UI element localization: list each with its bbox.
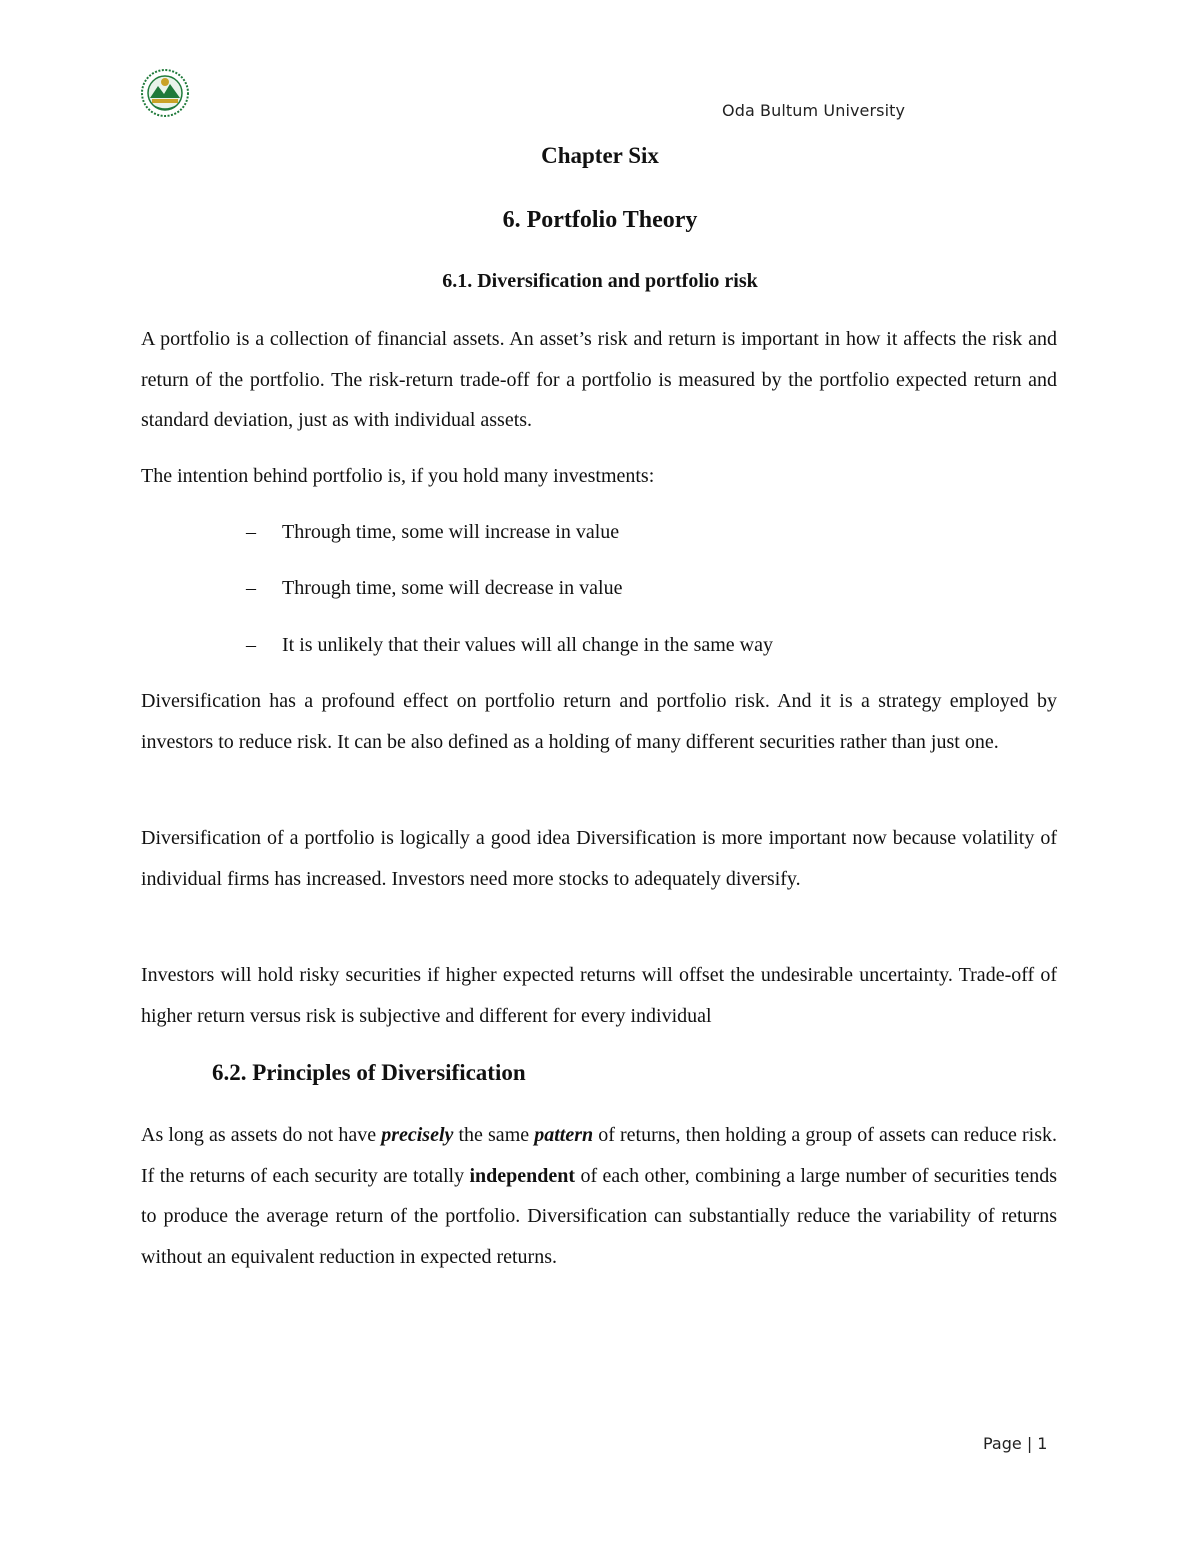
list-item xyxy=(246,521,619,544)
paragraph-risky-securities: Investors will hold risky securities if higher expected returns will offset the undesirable uncertainty. Trade-off of higher return versus risk is subjective and different for every individual xyxy=(141,964,1057,1027)
emphasis-precisely: precisely xyxy=(381,1124,454,1146)
list-item xyxy=(246,577,622,600)
university-name: Oda Bultum University xyxy=(722,101,906,120)
emphasis-independent: independent xyxy=(469,1164,576,1187)
paragraph-principles xyxy=(141,1115,1057,1277)
section-title: 6. Portfolio Theory xyxy=(502,207,698,233)
chapter-title: Chapter Six xyxy=(541,143,659,168)
subsection-title-principles: 6.2. Principles of Diversification xyxy=(212,1060,526,1085)
paragraph-diversification-effect: Diversification has a profound effect on portfolio return and portfolio risk. And it is a strategy employed by investors to reduce risk. It can be also defined as a holding of many different securities rather than just one. xyxy=(141,690,1057,753)
text-run: of returns, then holding a group of assets can reduce risk. If the returns of each security are totally xyxy=(141,1124,1057,1187)
dash-bullet-icon: – xyxy=(246,521,256,543)
list-item-text: Through time, some will increase in value xyxy=(282,521,620,543)
paragraph-diversification-importance: Diversification of a portfolio is logically a good idea Diversification is more important now because volatility of individual firms has increased. Investors need more stocks to adequately diversify. xyxy=(141,827,1057,890)
paragraph-intention: The intention behind portfolio is, if you hold many investments: xyxy=(141,465,655,487)
university-seal-logo xyxy=(140,68,190,118)
emphasis-pattern: pattern xyxy=(534,1124,594,1146)
dash-bullet-icon: – xyxy=(246,577,256,599)
paragraph-portfolio-definition: A portfolio is a collection of financial assets. An asset’s risk and return is important in how it affects the risk and return of the portfolio. The risk-return trade-off for a portfolio is measured by the portfolio expected return and standard deviation, just as with individual assets. xyxy=(141,328,1057,431)
dash-bullet-icon: – xyxy=(246,634,256,656)
text-run: As long as assets do not have xyxy=(141,1124,382,1146)
list-item-text: Through time, some will decrease in value xyxy=(282,577,623,599)
page-number: Page | 1 xyxy=(983,1434,1048,1453)
subsection-title-diversification: 6.1. Diversification and portfolio risk xyxy=(442,270,758,292)
text-run: of each other, combining a large number of securities tends to produce the average return of the portfolio. Diversification can substantially reduce the variability of returns without an equivalent reduction in expected returns. xyxy=(141,1164,1057,1268)
list-item xyxy=(246,634,773,657)
list-item-text: It is unlikely that their values will all change in the same way xyxy=(282,634,773,656)
text-run: the same xyxy=(453,1124,535,1146)
